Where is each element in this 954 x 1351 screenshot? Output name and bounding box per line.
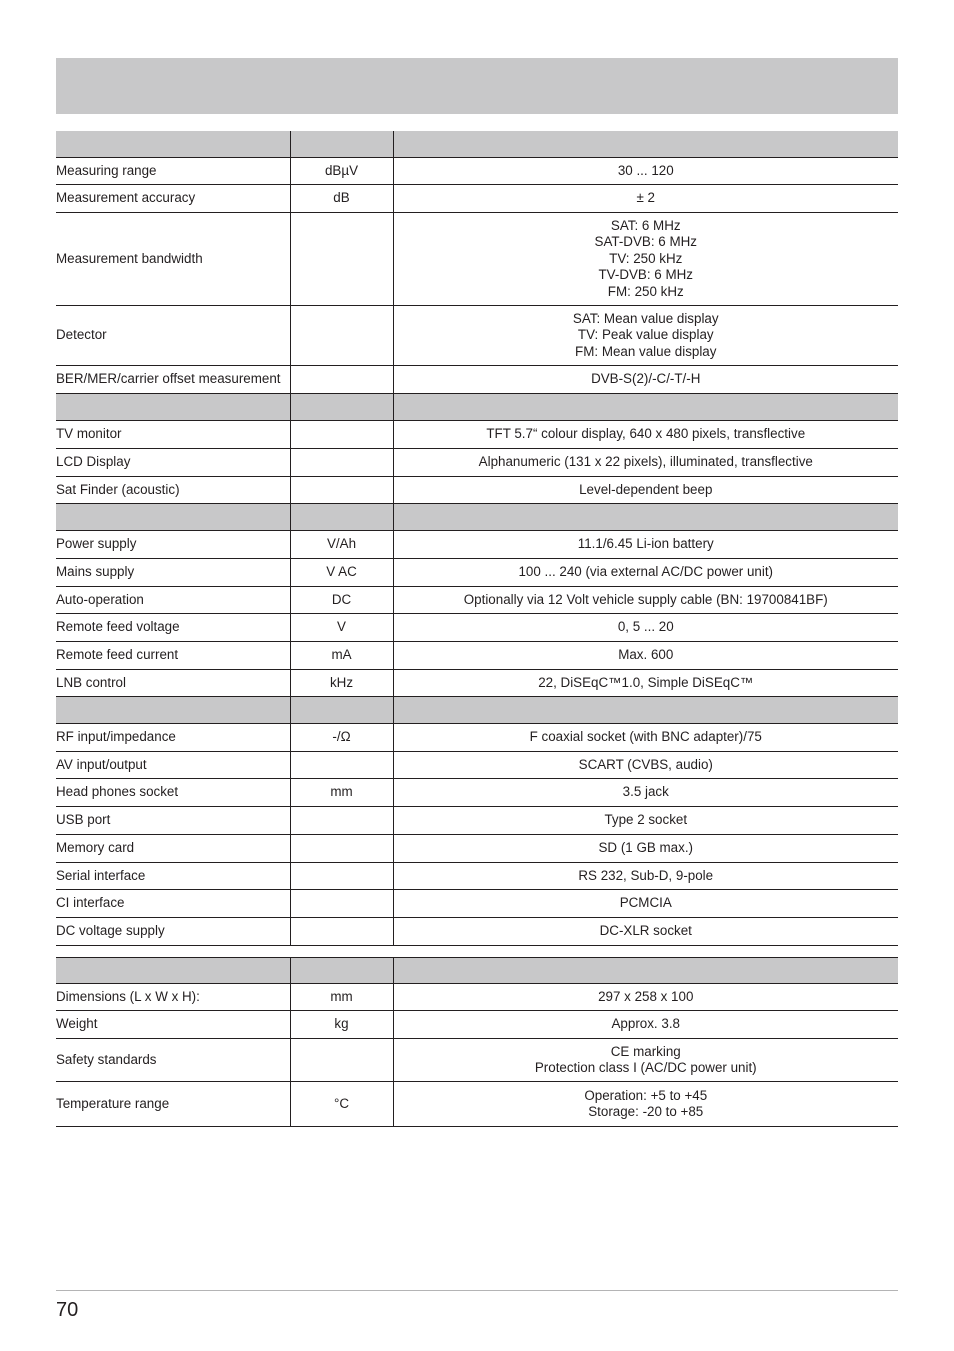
spec-unit: DC [290,587,393,614]
spec-unit [290,863,393,890]
spec-row [56,807,898,835]
spec-unit: kHz [290,670,393,697]
spec-parameter: DC voltage supply [56,918,290,946]
spec-value-line: 0, 5 ... 20 [617,619,674,635]
spec-value-line: FM: Mean value display [575,343,717,359]
spec-value [393,670,898,697]
spec-value-line: Storage: -20 to +85 [588,1104,704,1119]
section-header-cell [56,697,290,724]
spec-value [393,306,898,366]
spec-parameter: Measurement accuracy [56,185,290,213]
section-header-row [56,958,898,984]
spec-value-line: CE marking [610,1043,681,1059]
spec-value [393,587,898,614]
section-header-cell [56,504,290,531]
spec-parameter: BER/MER/carrier offset measurement [56,366,290,394]
section-header-cell [290,131,393,158]
spec-parameter: Measurement bandwidth [56,213,290,306]
spec-value [393,918,898,946]
spec-unit: dB [290,185,393,213]
page-number: 70 [56,1299,79,1321]
spec-parameter: Dimensions (L x W x H): [56,984,290,1011]
section-header-cell [290,697,393,724]
spec-unit: mA [290,642,393,670]
spec-value-line: Level-dependent beep [579,481,713,497]
spec-parameter: TV monitor [56,421,290,449]
spec-row [56,559,898,587]
spec-parameter: Mains supply [56,559,290,587]
spec-value [393,863,898,890]
section-header-cell [393,958,898,984]
spec-value [393,158,898,185]
spec-parameter: Head phones socket [56,779,290,807]
spec-unit [290,752,393,779]
spec-row [56,984,898,1011]
spec-value-line: TV-DVB: 6 MHz [598,267,693,283]
spec-unit [290,306,393,366]
section-header-row [56,131,898,158]
spec-row [56,890,898,918]
spec-unit: mm [290,779,393,807]
spec-parameter: USB port [56,807,290,835]
spec-row [56,752,898,779]
spec-value-line: RS 232, Sub-D, 9-pole [578,867,714,883]
spec-unit [290,918,393,946]
section-header-cell [56,394,290,421]
section-spacer [56,946,898,958]
spec-value [393,477,898,504]
spec-value [393,421,898,449]
spec-unit: V [290,614,393,642]
spec-parameter: Memory card [56,835,290,863]
spec-row [56,306,898,366]
spec-value-line: Alphanumeric (131 x 22 pixels), illuminated, transflective [478,454,813,470]
spec-unit: -/Ω [290,724,393,752]
spec-value-line: Optionally via 12 Volt vehicle supply cable (BN: 19700841BF) [463,591,828,607]
spec-value-line: Protection class I (AC/DC power unit) [534,1060,757,1075]
spacer-cell [393,946,898,958]
spec-value-line: TFT 5.7“ colour display, 640 x 480 pixels, transflective [486,426,806,442]
spec-parameter: Serial interface [56,863,290,890]
spec-value-line: PCMCIA [619,895,672,911]
spec-value [393,1082,898,1127]
spec-row [56,531,898,559]
spec-value [393,559,898,587]
spec-value [393,1011,898,1039]
spec-value [393,835,898,863]
spec-value-line: TV: Peak value display [577,327,714,343]
section-header-cell [393,131,898,158]
spec-value-line: Operation: +5 to +45 [584,1087,708,1103]
spacer-cell [56,946,290,958]
section-header-row [56,504,898,531]
spec-row [56,642,898,670]
section-header-cell [393,394,898,421]
footer-rule [56,1290,898,1291]
spec-unit [290,807,393,835]
spec-unit: V AC [290,559,393,587]
spec-value-line: DVB-S(2)/-C/-T/-H [591,371,701,387]
section-header-cell [393,697,898,724]
spec-value-line: 30 ... 120 [617,162,674,178]
section-header-cell [56,958,290,984]
spec-unit [290,835,393,863]
spec-value [393,185,898,213]
section-header-row [56,697,898,724]
spec-value [393,984,898,1011]
spec-unit [290,366,393,394]
spec-unit [290,421,393,449]
spec-value-line: ± 2 [636,190,656,206]
spec-unit: kg [290,1011,393,1039]
spec-parameter: Remote feed current [56,642,290,670]
spec-row [56,614,898,642]
spec-value-line: SCART (CVBS, audio) [578,756,713,772]
spec-unit: mm [290,984,393,1011]
spec-row [56,1011,898,1039]
spec-value [393,779,898,807]
spec-row [56,477,898,504]
spec-parameter: Auto-operation [56,587,290,614]
spec-value-line: 11.1/6.45 Li-ion battery [577,536,714,552]
spec-parameter: Measuring range [56,158,290,185]
section-header-cell [393,504,898,531]
spacer-cell [290,946,393,958]
spec-value [393,1039,898,1082]
section-header-cell [56,131,290,158]
spec-row [56,1039,898,1082]
spec-row [56,213,898,306]
spec-value [393,752,898,779]
spec-value-line: TV: 250 kHz [609,250,683,266]
spec-value-line: 22, DiSEqC™1.0, Simple DiSEqC™ [538,674,754,690]
spec-parameter: LCD Display [56,449,290,477]
section-header-cell [290,504,393,531]
spec-row [56,366,898,394]
spec-parameter: LNB control [56,670,290,697]
spec-parameter: CI interface [56,890,290,918]
spec-value-line: 100 ... 240 (via external AC/DC power unit) [518,564,774,580]
spec-value-line: FM: 250 kHz [607,283,684,299]
spec-row [56,587,898,614]
spec-unit: dBµV [290,158,393,185]
spec-value [393,531,898,559]
spec-value-line: SAT-DVB: 6 MHz [594,234,697,250]
spec-row [56,449,898,477]
spec-row [56,158,898,185]
section-header-row [56,394,898,421]
spec-row [56,724,898,752]
spec-value [393,614,898,642]
spec-value-line: Type 2 socket [604,812,688,828]
spec-value [393,213,898,306]
spec-unit [290,890,393,918]
spec-parameter: Sat Finder (acoustic) [56,477,290,504]
section-header-cell [290,958,393,984]
specifications-table [56,131,898,1127]
spec-value-line: Approx. 3.8 [611,1016,680,1032]
spec-value-line: 3.5 jack [622,784,669,800]
spec-unit [290,213,393,306]
spec-parameter: RF input/impedance [56,724,290,752]
spec-value-line: Max. 600 [618,647,674,663]
spec-row [56,670,898,697]
spec-row [56,835,898,863]
spec-value [393,366,898,394]
header-band [56,58,898,114]
spec-value [393,890,898,918]
spec-value [393,724,898,752]
spec-parameter: Safety standards [56,1039,290,1082]
spec-parameter: Power supply [56,531,290,559]
spec-unit [290,449,393,477]
spec-row [56,421,898,449]
specifications-body [56,131,898,1127]
section-header-cell [290,394,393,421]
spec-value [393,642,898,670]
spec-parameter: Weight [56,1011,290,1039]
spec-value [393,807,898,835]
spec-row [56,918,898,946]
spec-value [393,449,898,477]
spec-row [56,1082,898,1127]
spec-parameter: Detector [56,306,290,366]
spec-value-line: SAT: Mean value display [572,310,719,326]
spec-unit [290,1039,393,1082]
spec-row [56,185,898,213]
spec-value-line: DC-XLR socket [599,923,692,939]
spec-value-line: F coaxial socket (with BNC adapter)/75 [529,729,762,745]
spec-parameter: Remote feed voltage [56,614,290,642]
spec-value-line: SAT: 6 MHz [610,217,681,233]
spec-parameter: Temperature range [56,1082,290,1127]
spec-unit [290,477,393,504]
spec-row [56,863,898,890]
spec-value-line: 297 x 258 x 100 [598,988,694,1004]
spec-value-line: SD (1 GB max.) [598,840,693,856]
spec-unit: °C [290,1082,393,1127]
spec-parameter: AV input/output [56,752,290,779]
spec-row [56,779,898,807]
spec-unit: V/Ah [290,531,393,559]
